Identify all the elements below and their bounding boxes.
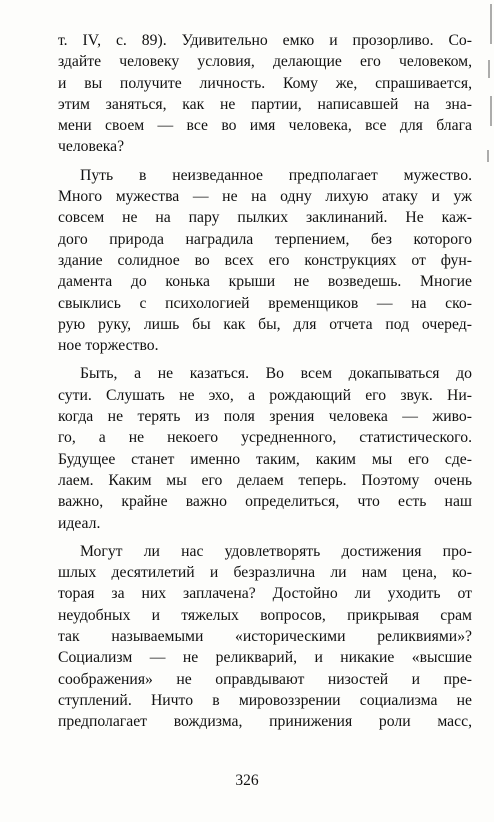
- text-line: неудобных и тяжелых вопросов, прикрывая срам: [58, 606, 472, 624]
- text-line: Социализм — не реликварий, и никакие «высшие: [58, 649, 472, 667]
- paragraph: [58, 363, 472, 533]
- text-line: шлых десятилетий и безразлична ли нам цена, ко-: [58, 564, 472, 582]
- paragraph: [58, 30, 472, 158]
- text-line: т. IV, с. 89). Удивительно емко и прозорливо. Со-: [58, 32, 472, 49]
- text-line: идеал.: [58, 514, 101, 532]
- text-line: совсем не на пару пылких заклинаний. Не каж-: [58, 209, 472, 227]
- text-line: сути. Слушать не эхо, а рождающий его звук. Ни-: [58, 386, 472, 404]
- text-line: человека?: [58, 138, 125, 156]
- text-line: Будущее станет именно таким, каким мы его сде-: [58, 450, 472, 468]
- text-line: дамента до конька крыши не возведешь. Многие: [58, 273, 472, 291]
- text-line: Путь в неизведанное предполагает мужество.: [80, 166, 472, 184]
- text-line: так называемыми «историческими реликвиями»?: [58, 628, 472, 646]
- body-text: [58, 30, 472, 740]
- text-line: здайте человеку условия, делающие его человеком,: [58, 53, 472, 71]
- text-line: и вы получите личность. Кому же, спрашивается,: [58, 74, 472, 92]
- scan-edge-mark: [484, 0, 492, 300]
- text-line: го, а не некоего усредненного, статистического.: [58, 429, 472, 447]
- text-line: ное торжество.: [58, 337, 159, 355]
- text-line: дого природа наградила терпением, без которого: [58, 230, 472, 248]
- text-line: этим заняться, как не партии, написавшей на зна-: [58, 95, 472, 113]
- text-line: рую руку, лишь бы как бы, для отчета под очеред-: [58, 315, 472, 333]
- text-line: торая за них заплачена? Достойно ли уходить от: [58, 585, 472, 603]
- text-line: предполагает вождизма, принижения роли масс,: [58, 713, 472, 731]
- text-line: мени своем — все во имя человека, все для блага: [58, 117, 472, 135]
- text-line: соображения» не оправдывают низостей и пре-: [58, 670, 472, 688]
- text-line: свыклись с психологией временщиков — на ско-: [58, 294, 472, 312]
- text-line: здание солидное во всех его конструкциях от фун-: [58, 251, 472, 269]
- text-line: ступлений. Ничто в мировоззрении социализма не: [58, 691, 472, 709]
- text-line: Могут ли нас удовлетворять достижения про-: [80, 542, 472, 560]
- text-line: когда не терять из поля зрения человека — живо-: [58, 408, 472, 426]
- text-line: важно, крайне важно определиться, что есть наш: [58, 493, 472, 511]
- text-line: лаем. Каким мы его делаем теперь. Поэтому очень: [58, 471, 472, 489]
- paragraph: [58, 541, 472, 733]
- text-line: Много мужества — не на одну лихую атаку и уж: [58, 188, 472, 206]
- text-line: Быть, а не казаться. Во всем докапываться до: [80, 365, 472, 383]
- paragraph: [58, 165, 472, 357]
- page-number: 326: [235, 772, 259, 789]
